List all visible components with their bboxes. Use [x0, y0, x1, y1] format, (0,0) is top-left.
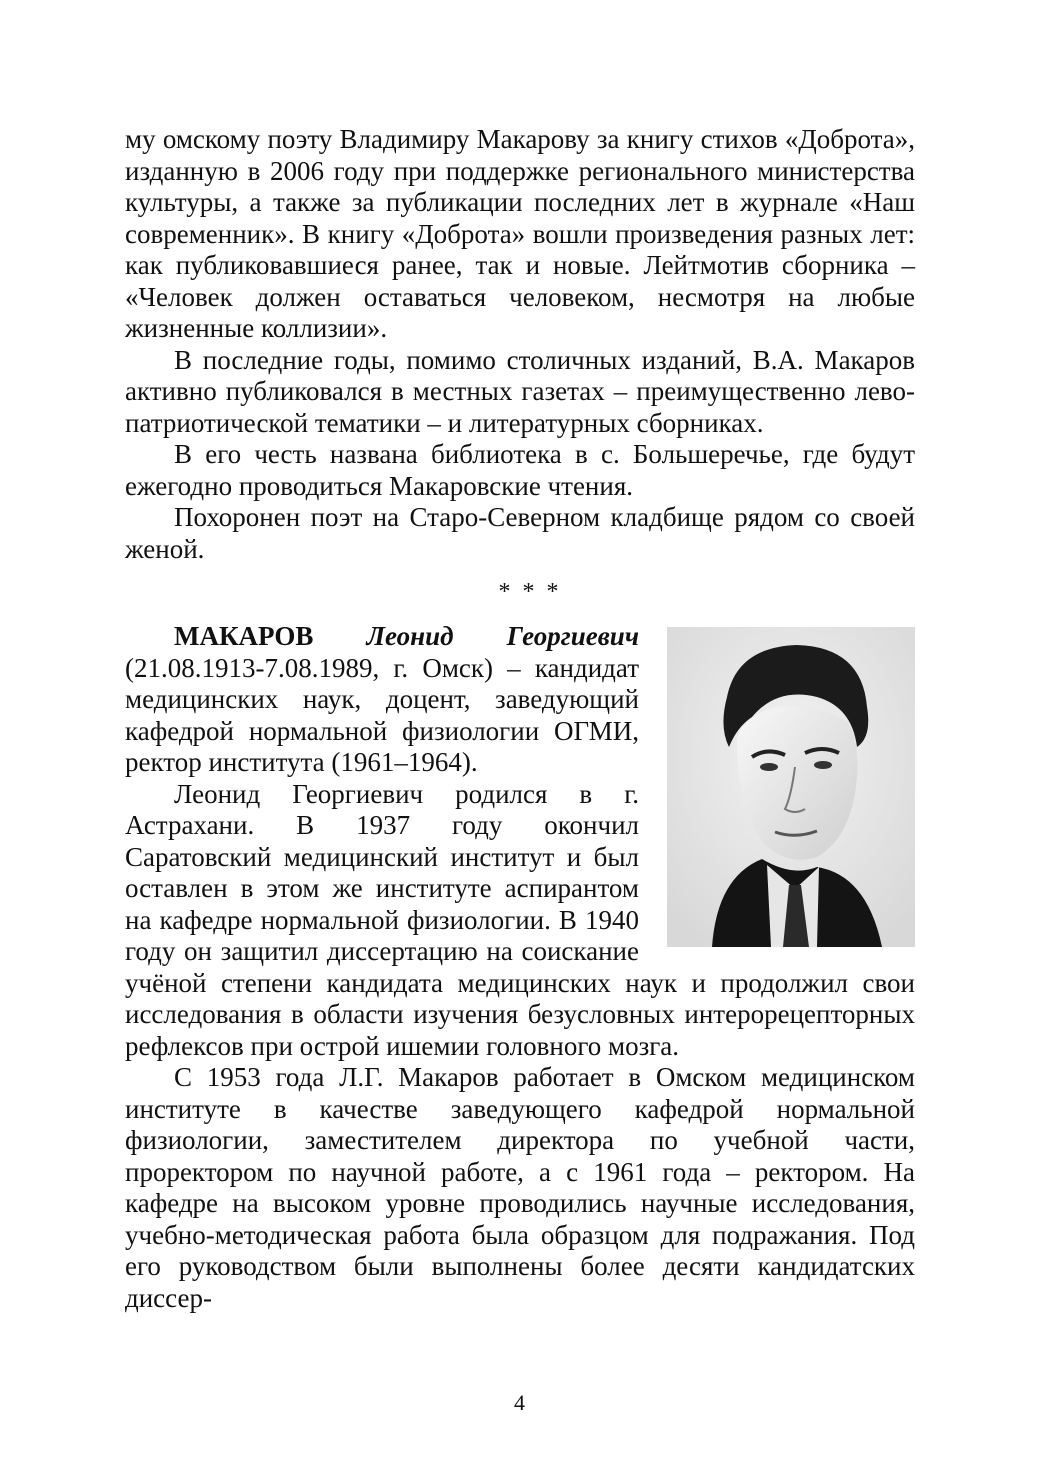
paragraph-continuation: му омскому поэту Владимиру Макарову за книгу стихов «Доброта», изданную в 2006 году при поддержке регионального министерства культуры, а также за публикации последних лет в журнале «Наш современник». В книгу «Доброта» вошли произведения разных лет: как публиковавшиеся ранее, так и новые. Лейтмотив сборника – «Человек должен оставаться человеком, несмотря на любые жизненные коллизии». [125, 124, 915, 343]
bio-early-life: Леонид Георгиевич родился в г. Астрахани. В 1937 году окончил Саратовский медицинский институт и был оставлен в этом же институте аспирантом на кафедре нормальной физиологии. В 1940 году он защитил диссертацию на соискание учёной степени кандидата медицинских наук и продолжил свои исследования в области изучения безусловных интерорецепторных рефлексов при острой ишемии головного мозга. [125, 778, 915, 1061]
page-number: 4 [514, 1390, 525, 1415]
bio-surname: МАКАРОВ [174, 621, 314, 651]
paragraph-library: В его честь названа библиотека в с. Большеречье, где будут ежегодно проводиться Макаровские чтения. [125, 439, 915, 501]
portrait-image [667, 627, 915, 947]
bio-given-names: Леонид Георгиевич [366, 621, 639, 651]
paragraph-publications: В последние годы, помимо столичных изданий, В.А. Макаров активно публиковался в местных газетах – преимущественно лево-патриотической тематики – и литературных сборниках. [125, 344, 915, 438]
portrait-photo [667, 627, 915, 947]
page-body [125, 124, 915, 1314]
bio-career: С 1953 года Л.Г. Макаров работает в Омском медицинском институте в качестве заведующего кафедрой нормальной физиологии, заместителем директора по учебной части, проректором по научной работе, а с 1961 года – ректором. На кафедре на высоком уровне проводились научные исследования, учебно-методическая работа была образцом для подражания. Под его руководством были выполнены более десяти кандидатских диссер- [125, 1062, 915, 1313]
bio-intro-text: (21.08.1913-7.08.1989, г. Омск) – кандидат медицинских наук, доцент, заведующий кафедрой нормальной физиологии ОГМИ, ректор института (1961–1964). [125, 652, 639, 777]
biography-section [125, 621, 915, 1314]
section-separator: * * * [498, 579, 562, 605]
paragraph-burial: Похоронен поэт на Старо-Северном кладбище рядом со своей женой. [125, 502, 915, 564]
